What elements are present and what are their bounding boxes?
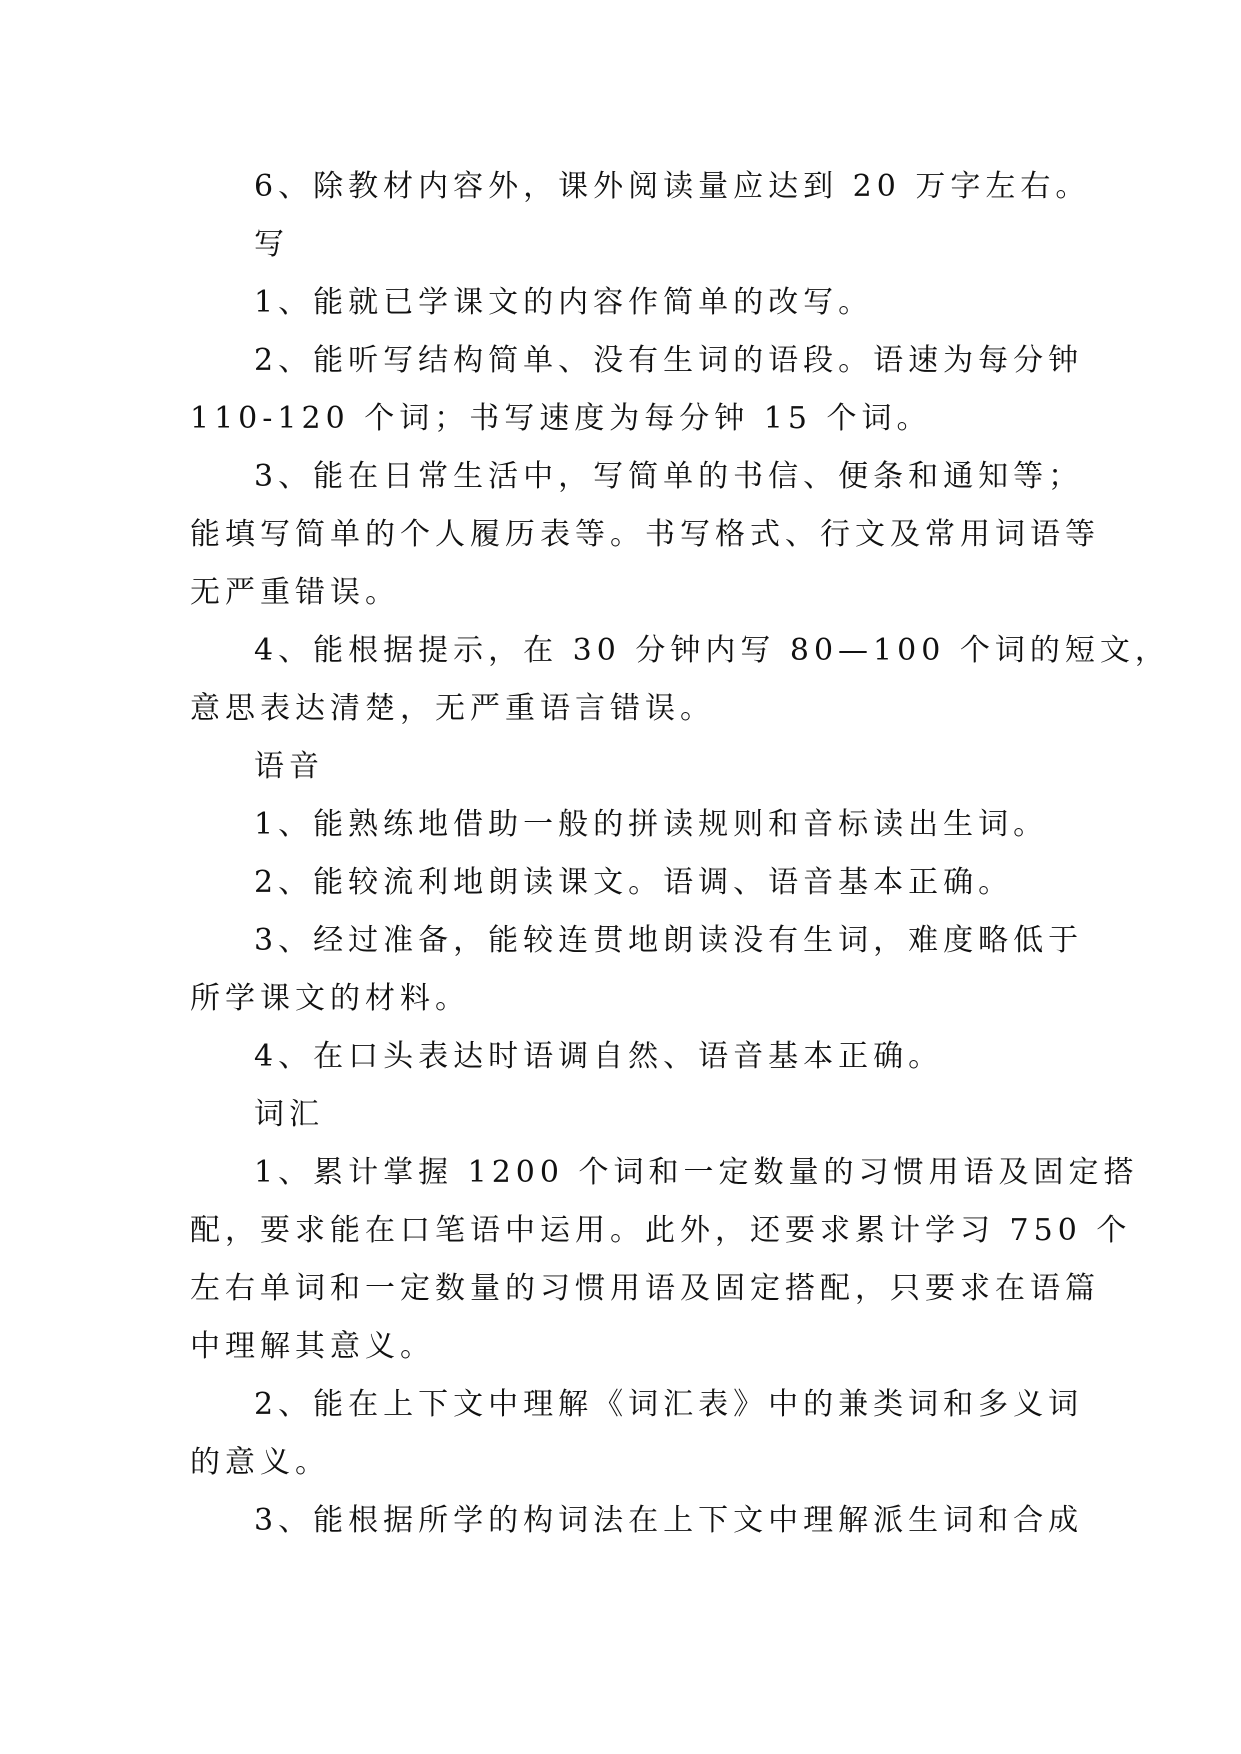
paragraph-vocabulary-2-cont: 的意义。 — [190, 1445, 330, 1480]
paragraph-pronunciation-2: 2、能较流利地朗读课文。语调、语音基本正确。 — [254, 865, 1014, 900]
paragraph-writing-3-cont: 能填写简单的个人履历表等。书写格式、行文及常用词语等 — [190, 517, 1100, 552]
paragraph-pronunciation-1: 1、能熟练地借助一般的拼读规则和音标读出生词。 — [254, 807, 1049, 842]
section-heading-vocabulary: 词汇 — [254, 1097, 324, 1132]
paragraph-vocabulary-3: 3、能根据所学的构词法在上下文中理解派生词和合成 — [254, 1503, 1084, 1538]
paragraph-writing-4-cont: 意思表达清楚，无严重语言错误。 — [190, 691, 715, 726]
paragraph-pronunciation-3: 3、经过准备，能较连贯地朗读没有生词，难度略低于 — [254, 923, 1084, 958]
paragraph-vocabulary-1: 1、累计掌握 1200 个词和一定数量的习惯用语及固定搭 — [254, 1155, 1139, 1190]
section-heading-pronunciation: 语音 — [254, 749, 324, 784]
paragraph-writing-3: 3、能在日常生活中，写简单的书信、便条和通知等； — [254, 459, 1084, 494]
paragraph-vocabulary-2: 2、能在上下文中理解《词汇表》中的兼类词和多义词 — [254, 1387, 1084, 1422]
paragraph-writing-2-cont: 110-120 个词；书写速度为每分钟 15 个词。 — [190, 401, 932, 436]
paragraph-pronunciation-4: 4、在口头表达时语调自然、语音基本正确。 — [254, 1039, 944, 1074]
section-heading-writing: 写 — [254, 227, 289, 262]
document-body — [190, 158, 1170, 1550]
paragraph-writing-1: 1、能就已学课文的内容作简单的改写。 — [254, 285, 874, 320]
paragraph-vocabulary-1-cont: 配，要求能在口笔语中运用。此外，还要求累计学习 750 个 — [190, 1213, 1132, 1248]
paragraph-writing-4: 4、能根据提示，在 30 分钟内写 80—100 个词的短文， — [254, 633, 1170, 668]
paragraph-vocabulary-1-cont: 左右单词和一定数量的习惯用语及固定搭配，只要求在语篇 — [190, 1271, 1100, 1306]
paragraph-writing-3-cont: 无严重错误。 — [190, 575, 400, 610]
paragraph-pronunciation-3-cont: 所学课文的材料。 — [190, 981, 470, 1016]
paragraph-reading-6: 6、除教材内容外，课外阅读量应达到 20 万字左右。 — [254, 169, 1091, 204]
paragraph-vocabulary-1-cont: 中理解其意义。 — [190, 1329, 435, 1364]
paragraph-writing-2: 2、能听写结构简单、没有生词的语段。语速为每分钟 — [254, 343, 1084, 378]
